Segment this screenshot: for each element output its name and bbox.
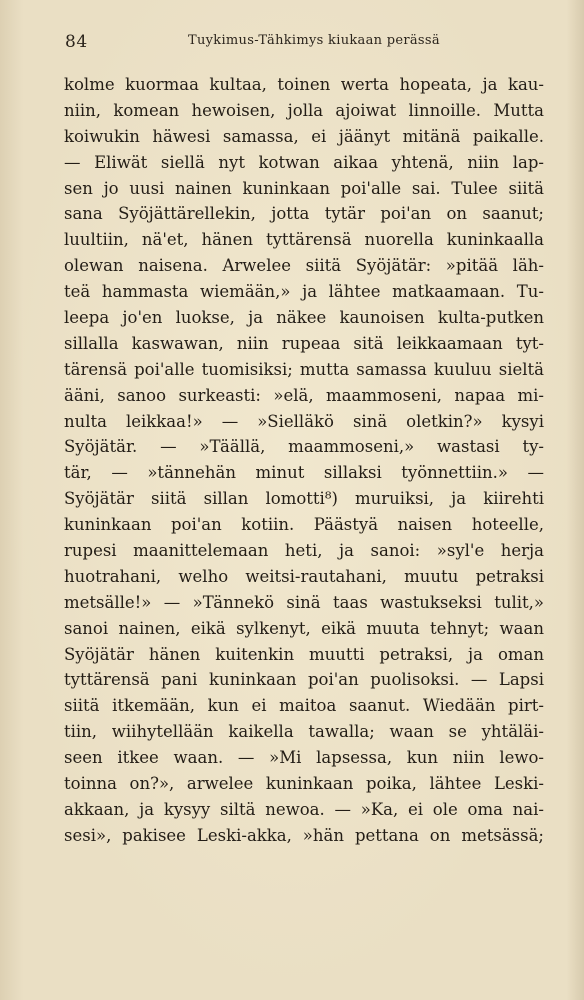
text-line: ääni, sanoo surkeasti: »elä, maammoseni, napaa mi-: [64, 385, 544, 405]
text-line: luultiin, nä'et, hänen tyttärensä nuorella kuninkaalla: [64, 230, 544, 250]
text-line: nulta leikkaa!» — »Sielläkö sinä oletkin?» kysyi: [64, 411, 544, 431]
page-header: [0, 32, 584, 62]
text-line: sanoi nainen, eikä sylkenyt, eikä muuta tehnyt; waan: [64, 618, 544, 638]
text-line: kolme kuormaa kultaa, toinen werta hopeata, ja kau-: [64, 75, 544, 94]
text-line: huotrahani, welho weitsi-rautahani, muutu petraksi: [64, 566, 544, 586]
text-line: tär, — »tännehän minut sillaksi työnnettiin.» —: [64, 463, 544, 483]
text-line: toinna on?», arwelee kuninkaan poika, lähtee Leski-: [64, 774, 544, 794]
text-line: olewan naisena. Arwelee siitä Syöjätär: »pitää läh-: [64, 256, 544, 276]
text-line: akkaan, ja kysyy siltä newoa. — »Ka, ei ole oma nai-: [64, 799, 544, 819]
text-line: rupesi maanittelemaan heti, ja sanoi: »syl'e herja: [64, 541, 544, 561]
text-line: — Eliwät siellä nyt kotwan aikaa yhtenä, niin lap-: [64, 152, 544, 172]
text-line: Syöjätär siitä sillan lomotti⁸) muruiksi, ja kiirehti: [64, 489, 544, 509]
text-line: niin, komean hewoisen, jolla ajoiwat linnoille. Mutta: [64, 100, 544, 120]
text-line: Syöjätär hänen kuitenkin muutti petraksi, ja oman: [64, 644, 544, 664]
text-line: sana Syöjättärellekin, jotta tytär poi'an on saanut;: [64, 204, 544, 224]
text-line: sillalla kaswawan, niin rupeaa sitä leikkaamaan tyt-: [64, 333, 544, 353]
body-text: [64, 72, 544, 849]
text-line: metsälle!» — »Tännekö sinä taas wastukseksi tulit,»: [64, 592, 544, 612]
text-line: teä hammasta wiemään,» ja lähtee matkaamaan. Tu-: [64, 282, 544, 302]
running-head: Tuykimus-Tähkimys kiukaan perässä: [188, 33, 440, 48]
text-line: sen jo uusi nainen kuninkaan poi'alle sai. Tulee siitä: [64, 178, 544, 198]
page-number: 84: [65, 32, 88, 52]
text-line: kuninkaan poi'an kotiin. Päästyä naisen hoteelle,: [64, 515, 544, 535]
text-line: tyttärensä pani kuninkaan poi'an puolisoksi. — Lapsi: [64, 670, 544, 690]
text-line: siitä itkemään, kun ei maitoa saanut. Wiedään pirt-: [64, 696, 544, 716]
text-line: tärensä poi'alle tuomisiksi; mutta samassa kuuluu sieltä: [64, 359, 544, 379]
text-line: Syöjätär. — »Täällä, maammoseni,» wastasi ty-: [64, 437, 544, 457]
text-line: sesi», pakisee Leski-akka, »hän pettana on metsässä;: [64, 825, 544, 845]
text-line: leepa jo'en luokse, ja näkee kaunoisen kulta-putken: [64, 308, 544, 328]
text-line: seen itkee waan. — »Mi lapsessa, kun niin lewo-: [64, 748, 544, 768]
text-line: tiin, wiihytellään kaikella tawalla; waan se yhtäläi-: [64, 722, 544, 742]
text-line: koiwukin häwesi samassa, ei jäänyt mitänä paikalle.: [64, 126, 544, 146]
